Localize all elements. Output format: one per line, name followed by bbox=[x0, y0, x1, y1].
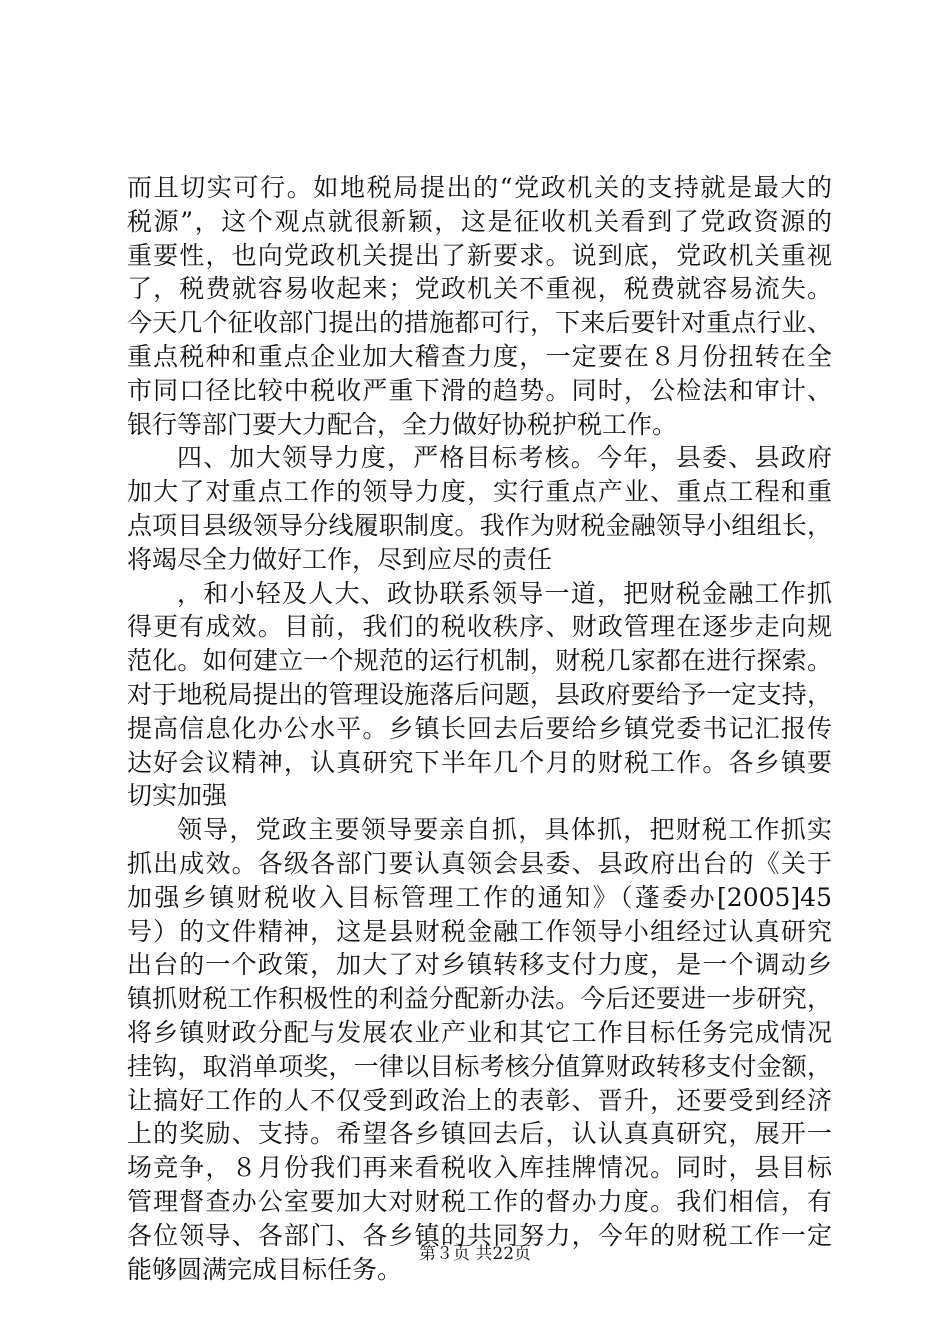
text-line: 切实加强 bbox=[127, 781, 228, 811]
text-line: 对于地税局提出的管理设施落后问题，县政府要给予一定支持， bbox=[127, 679, 832, 709]
text-line: 镇抓财税工作积极性的利益分配新办法。今后还要进一步研究， bbox=[127, 984, 832, 1014]
text-line: 管理督查办公室要加大对财税工作的督办力度。我们相信，有 bbox=[127, 1186, 832, 1216]
text-line: ，和小轻及人大、政协联系领导一道，把财税金融工作抓 bbox=[177, 578, 832, 608]
text-line: 上的奖励、支持。希望各乡镇回去后，认认真真研究，展开一 bbox=[127, 1119, 832, 1149]
text-line: 能够圆满完成目标任务。 bbox=[127, 1254, 403, 1284]
text-line: 四、加大领导力度，严格目标考核。今年，县委、县政府 bbox=[177, 443, 832, 473]
text-line: 出台的一个政策，加大了对乡镇转移支付力度，是一个调动乡 bbox=[127, 950, 832, 980]
text-line: 税源”，这个观点就很新颖，这是征收机关看到了党政资源的 bbox=[127, 206, 832, 236]
text-line: 将乡镇财政分配与发展农业产业和其它工作目标任务完成情况 bbox=[127, 1017, 832, 1047]
text-line: 抓出成效。各级各部门要认真领会县委、县政府出台的《关于 bbox=[127, 848, 832, 878]
body-text bbox=[127, 171, 832, 1286]
text-line: 各位领导、各部门、各乡镇的共同努力，今年的财税工作一定 bbox=[127, 1220, 832, 1250]
text-line: 加大了对重点工作的领导力度，实行重点产业、重点工程和重 bbox=[127, 477, 832, 507]
text-line: 银行等部门要大力配合，全力做好协税护税工作。 bbox=[127, 409, 678, 439]
text-line: 达好会议精神，认真研究下半年几个月的财税工作。各乡镇要 bbox=[127, 747, 832, 777]
text-line: 场竞争，８月份我们再来看税收入库挂牌情况。同时，县目标 bbox=[127, 1153, 832, 1183]
page-number: 第３页 共22页 bbox=[418, 1244, 532, 1264]
text-line: 让搞好工作的人不仅受到政治上的表彰、晋升，还要受到经济 bbox=[127, 1085, 832, 1115]
text-line: 重点税种和重点企业加大稽查力度，一定要在８月份扭转在全 bbox=[127, 341, 832, 371]
text-line: 范化。如何建立一个规范的运行机制，财税几家都在进行探索。 bbox=[127, 646, 832, 676]
text-line: 提高信息化办公水平。乡镇长回去后要给乡镇党委书记汇报传 bbox=[127, 713, 832, 743]
text-line: 将竭尽全力做好工作，尽到应尽的责任 bbox=[127, 544, 553, 574]
text-line: 而且切实可行。如地税局提出的“党政机关的支持就是最大的 bbox=[127, 173, 832, 202]
text-line: 市同口径比较中税收严重下滑的趋势。同时，公检法和审计、 bbox=[127, 375, 832, 405]
text-line: 号）的文件精神，这是县财税金融工作领导小组经过认真研究 bbox=[127, 916, 832, 946]
text-line: 了，税费就容易收起来；党政机关不重视，税费就容易流失。 bbox=[127, 274, 832, 304]
text-line: 得更有成效。目前，我们的税收秩序、财政管理在逐步走向规 bbox=[127, 612, 832, 642]
text-line: 重要性，也向党政机关提出了新要求。说到底，党政机关重视 bbox=[127, 240, 832, 270]
text-line: 今天几个征收部门提出的措施都可行，下来后要针对重点行业、 bbox=[127, 308, 832, 338]
text-line: 加强乡镇财税收入目标管理工作的通知》（蓬委办[2005]45 bbox=[127, 882, 832, 912]
page-footer bbox=[0, 1243, 950, 1265]
text-line: 领导，党政主要领导要亲自抓，具体抓，把财税工作抓实 bbox=[177, 815, 832, 845]
text-line: 点项目县级领导分线履职制度。我作为财税金融领导小组组长， bbox=[127, 510, 832, 540]
text-line: 挂钩，取消单项奖，一律以目标考核分值算财政转移支付金额， bbox=[127, 1051, 832, 1081]
